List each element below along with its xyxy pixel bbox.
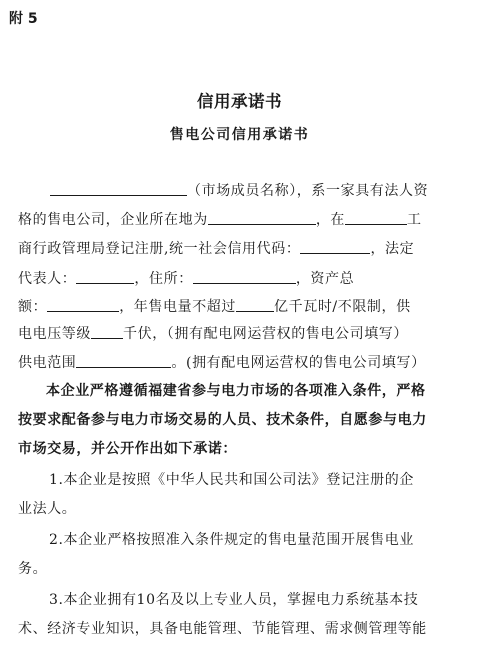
- commitment-intro-line-3: 市场交易，并公开作出如下承诺：: [18, 441, 237, 457]
- voltage-unit: 千伏，（拥有配电网运营权的售电公司填写）: [123, 326, 408, 342]
- form-line-2: [18, 210, 422, 230]
- voltage-label: 电电压等级: [18, 326, 91, 342]
- assets-amount-label: 额：: [18, 299, 48, 315]
- form-line-7: [18, 353, 426, 373]
- document-title: 信用承诺书: [197, 92, 282, 111]
- volume-label: ，年售电量不超过: [119, 299, 237, 315]
- credit-code-label: 商行政管理局登记注册,统一社会信用代码：: [18, 241, 301, 257]
- registry-label: ，在: [315, 212, 346, 228]
- assets-blank[interactable]: [47, 297, 119, 312]
- volume-blank[interactable]: [236, 297, 274, 312]
- supply-range-label: 供电范围: [18, 355, 77, 371]
- location-blank[interactable]: [208, 210, 316, 225]
- voltage-blank[interactable]: [91, 324, 123, 339]
- item-3-line-2: 术、经济专业知识，具备电能管理、节能管理、需求侧管理等能: [18, 621, 427, 637]
- item-1-line-2: 业法人。: [18, 501, 77, 517]
- representative-label: 代表人：: [18, 271, 77, 287]
- form-line-6: [18, 324, 408, 344]
- item-1-line-1: 1.本企业是按照《中华人民共和国公司法》登记注册的企: [49, 472, 414, 488]
- commitment-intro-line-2: 按要求配备参与电力市场交易的人员、技术条件，自愿参与电力: [18, 412, 427, 428]
- location-label: 格的售电公司，企业所在地为: [18, 212, 208, 228]
- address-label: ，住所：: [134, 271, 193, 287]
- address-blank[interactable]: [193, 269, 296, 284]
- item-3-line-1: 3.本企业拥有10名及以上专业人员，掌握电力系统基本技: [49, 592, 419, 608]
- credit-code-blank[interactable]: [300, 239, 370, 254]
- volume-unit: 亿千瓦时/不限制，供: [274, 299, 411, 315]
- representative-blank[interactable]: [76, 269, 134, 284]
- legal-label: ，法定: [370, 241, 415, 257]
- supply-range-blank[interactable]: [76, 353, 171, 368]
- item-2-line-2: 务。: [18, 561, 48, 577]
- attachment-label: 附 5: [9, 11, 38, 27]
- commitment-intro-line-1: 本企业严格遵循福建省参与电力市场的各项准入条件，严格: [46, 383, 426, 399]
- form-line-4: [18, 269, 354, 289]
- form-line-3: [18, 239, 414, 259]
- member-name-label: （市场成员名称），系一家具有法人资: [187, 183, 429, 199]
- document-subtitle: 售电公司信用承诺书: [169, 127, 310, 143]
- item-2-line-1: 2.本企业严格按照准入条件规定的售电量范围开展售电业: [49, 532, 414, 548]
- form-line-1: [18, 181, 428, 201]
- registry-blank[interactable]: [345, 210, 407, 225]
- assets-label: ，资产总: [295, 271, 355, 287]
- form-line-5: [18, 297, 411, 317]
- registry-suffix: 工: [407, 212, 422, 228]
- supply-range-note: 。(拥有配电网运营权的售电公司填写）: [171, 355, 426, 371]
- member-name-blank[interactable]: [50, 181, 187, 196]
